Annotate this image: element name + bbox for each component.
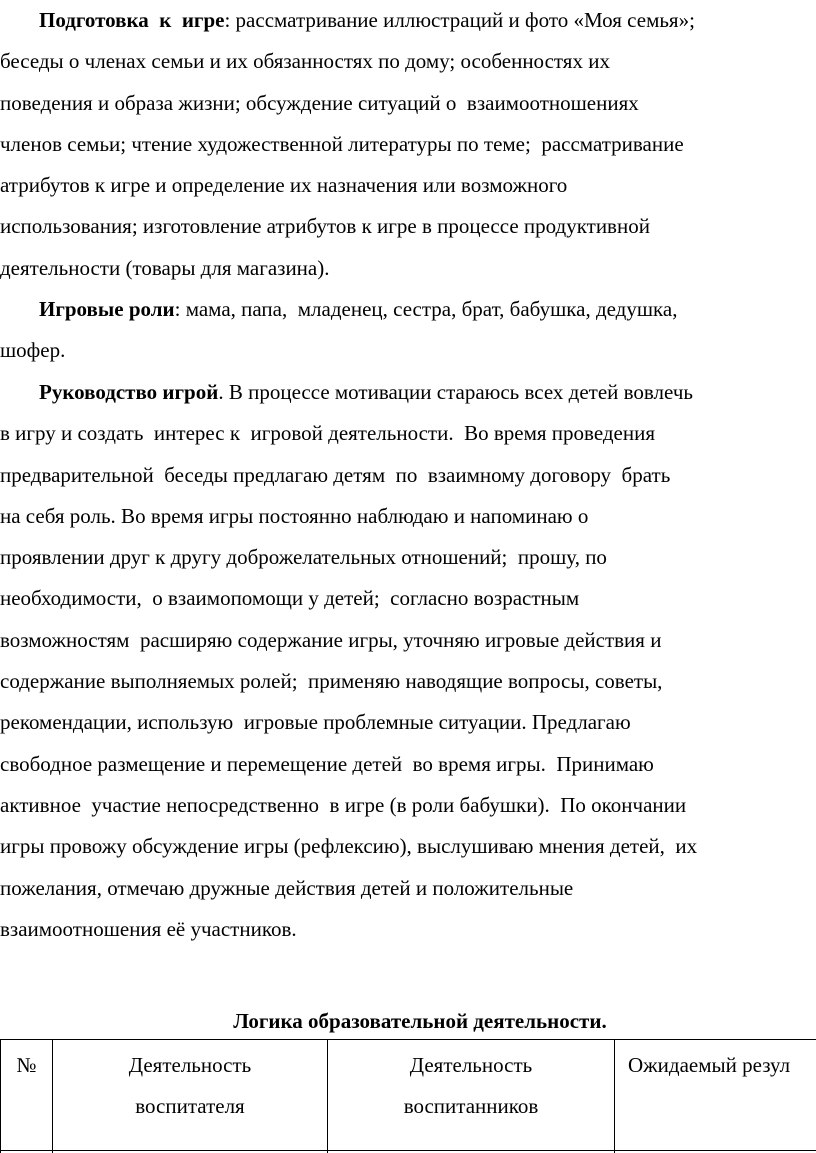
table-title: Логика образовательной деятельности.: [233, 1009, 607, 1033]
paragraph-line: содержание выполняемых ролей; применяю наводящие вопросы, советы,: [0, 669, 663, 694]
activity-table: [0, 1039, 816, 1153]
table-border-top: [0, 1039, 816, 1040]
paragraph-line: пожелания, отмечаю дружные действия детей и положительные: [0, 875, 574, 900]
paragraph-line: в игру и создать интерес к игровой деятельности. Во время проведения: [0, 421, 656, 446]
table-border-bottom: [0, 1150, 816, 1151]
paragraph-line: проявлении друг к другу доброжелательных отношений; прошу, по: [0, 545, 607, 570]
paragraph-line: активное участие непосредственно в игре (в роли бабушки). По окончании: [0, 792, 687, 817]
paragraph-line: беседы о членах семьи и их обязанностях по дому; особенностях их: [0, 49, 610, 74]
paragraph-line: Игровые роли: мама, папа, младенец, сестра, брат, бабушка, дедушка,: [39, 297, 678, 321]
paragraph-line: свободное размещение и перемещение детей во время игры. Принимаю: [0, 751, 654, 776]
paragraph-game-roles: [0, 289, 816, 372]
paragraph-preparation: [0, 0, 816, 289]
paragraph-line: атрибутов к игре и определение их назначения или возможного: [0, 173, 568, 198]
paragraph-line: предварительной беседы предлагаю детям по взаимному договору брать: [0, 462, 671, 487]
table-divider-3: [614, 1039, 615, 1153]
table-header-pupil-activity: Деятельность воспитанников: [403, 1053, 539, 1118]
paragraph-line: деятельности (товары для магазина).: [0, 255, 330, 280]
paragraph-line: Руководство игрой. В процессе мотивации стараюсь всех детей вовлечь: [39, 380, 693, 404]
table-header-number: №: [16, 1053, 37, 1077]
paragraph-line: Подготовка к игре: рассматривание иллюстраций и фото «Моя семья»;: [39, 8, 695, 32]
paragraph-line: игры провожу обсуждение игры (рефлексию), выслушиваю мнения детей, их: [0, 834, 698, 859]
paragraph-line: рекомендации, использую игровые проблемные ситуации. Предлагаю: [0, 710, 631, 735]
paragraph-line: возможностям расширяю содержание игры, уточняю игровые действия и: [0, 627, 662, 652]
paragraph-line: поведения и образа жизни; обсуждение ситуаций о взаимоотношениях: [0, 90, 639, 115]
lead-preparation: Подготовка к игре: [39, 8, 225, 32]
paragraph-line: шофер.: [0, 338, 66, 363]
table-header-expected-result: Ожидаемый резул: [628, 1053, 791, 1077]
lead-game-roles: Игровые роли: [39, 297, 175, 321]
paragraph-line: необходимости, о взаимопомощи у детей; согласно возрастным: [0, 586, 580, 611]
paragraph-line: членов семьи; чтение художественной литературы по теме; рассматривание: [0, 131, 684, 156]
paragraph-line: использования; изготовление атрибутов к игре в процессе продуктивной: [0, 214, 650, 239]
lead-game-guidance: Руководство игрой: [39, 380, 219, 404]
paragraph-line: на себя роль. Во время игры постоянно наблюдаю и напоминаю о: [0, 503, 589, 528]
paragraph-game-guidance: [0, 372, 816, 950]
paragraph-line: взаимоотношения её участников.: [0, 916, 297, 941]
table-header-teacher-activity: Деятельность воспитателя: [128, 1053, 252, 1118]
